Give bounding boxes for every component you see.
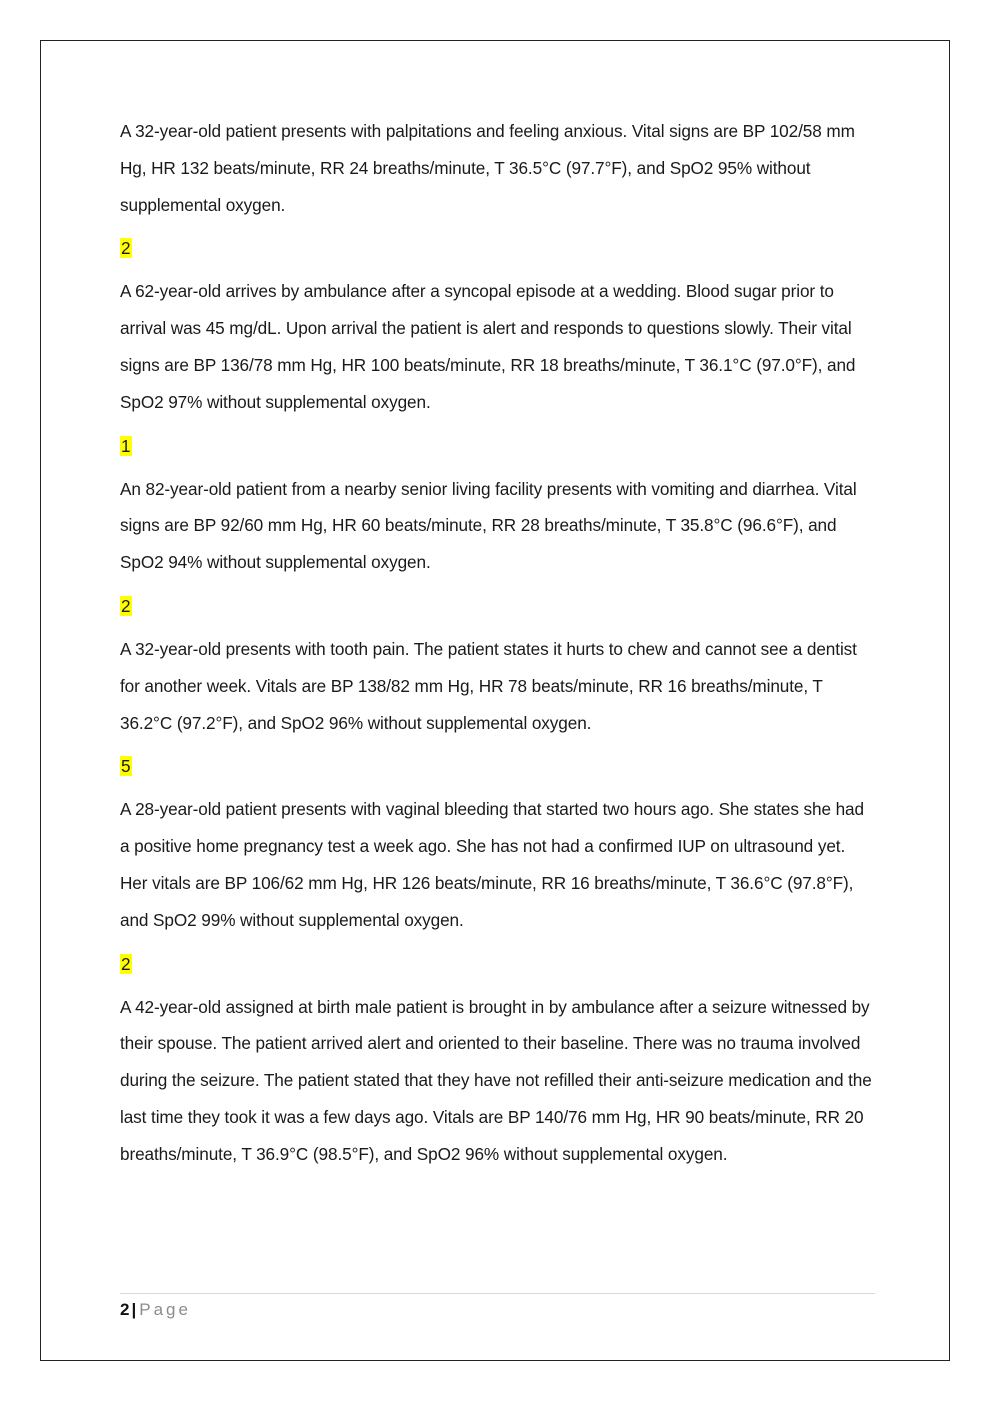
page-footer xyxy=(120,1293,875,1321)
page-number: 2 xyxy=(120,1300,130,1319)
footer-separator: | xyxy=(131,1300,137,1319)
case-4-text: A 32-year-old presents with tooth pain. The patient states it hurts to chew and cannot see a dentist for another week. Vitals are BP 138/82 mm Hg, HR 78 beats/minute, RR 16 breaths/minute, T 36.2°C (97.2°F), and SpO2 96% without supplemental oxygen. xyxy=(120,638,857,733)
case-2-answer xyxy=(120,434,875,458)
case-5-text: A 28-year-old patient presents with vaginal bleeding that started two hours ago. She states she had a positive home pregnancy test a week ago. She has not had a confirmed IUP on ultrasound yet. Her vitals are BP 106/62 mm Hg, HR 126 beats/minute, RR 16 breaths/minute, T 36.6°C (97.8°F), and SpO2 99% without supplemental oxygen. xyxy=(120,799,864,930)
answer-highlight: 2 xyxy=(121,238,131,259)
case-3-answer xyxy=(120,594,875,618)
answer-highlight: 1 xyxy=(121,435,131,456)
answer-highlight: 2 xyxy=(121,595,131,616)
case-6-text: A 42-year-old assigned at birth male patient is brought in by ambulance after a seizure witnessed by their spouse. The patient arrived alert and oriented to their baseline. There was no trauma involved during the seizure. The patient stated that they have not refilled their anti-seizure medication and the last time they took it was a few days ago. Vitals are BP 140/76 mm Hg, HR 90 beats/minute, RR 20 breaths/minute, T 36.9°C (98.5°F), and SpO2 96% without supplemental oxygen. xyxy=(120,996,872,1164)
answer-highlight: 5 xyxy=(121,756,131,777)
case-4-answer xyxy=(120,754,875,778)
case-1-text: A 32-year-old patient presents with palpitations and feeling anxious. Vital signs are BP 102/58 mm Hg, HR 132 beats/minute, RR 24 breaths/minute, T 36.5°C (97.7°F), and SpO2 95% without supplemental oxygen. xyxy=(120,121,855,215)
case-2-text: A 62-year-old arrives by ambulance after a syncopal episode at a wedding. Blood sugar prior to arrival was 45 mg/dL. Upon arrival the patient is alert and responds to questions slowly. Their vital signs are BP 136/78 mm Hg, HR 100 beats/minute, RR 18 breaths/minute, T 36.1°C (97.0°F), and SpO2 97% without supplemental oxygen. xyxy=(120,281,856,412)
answer-highlight: 2 xyxy=(121,953,131,974)
case-3-text: An 82-year-old patient from a nearby senior living facility presents with vomiting and diarrhea. Vital signs are BP 92/60 mm Hg, HR 60 beats/minute, RR 28 breaths/minute, T 35.8°C (96.6°F), and SpO2 94% without supplemental oxygen. xyxy=(120,478,857,573)
case-5-answer xyxy=(120,952,875,976)
page-label: Page xyxy=(139,1300,191,1319)
document-body xyxy=(120,113,875,1173)
case-1-answer xyxy=(120,236,875,260)
